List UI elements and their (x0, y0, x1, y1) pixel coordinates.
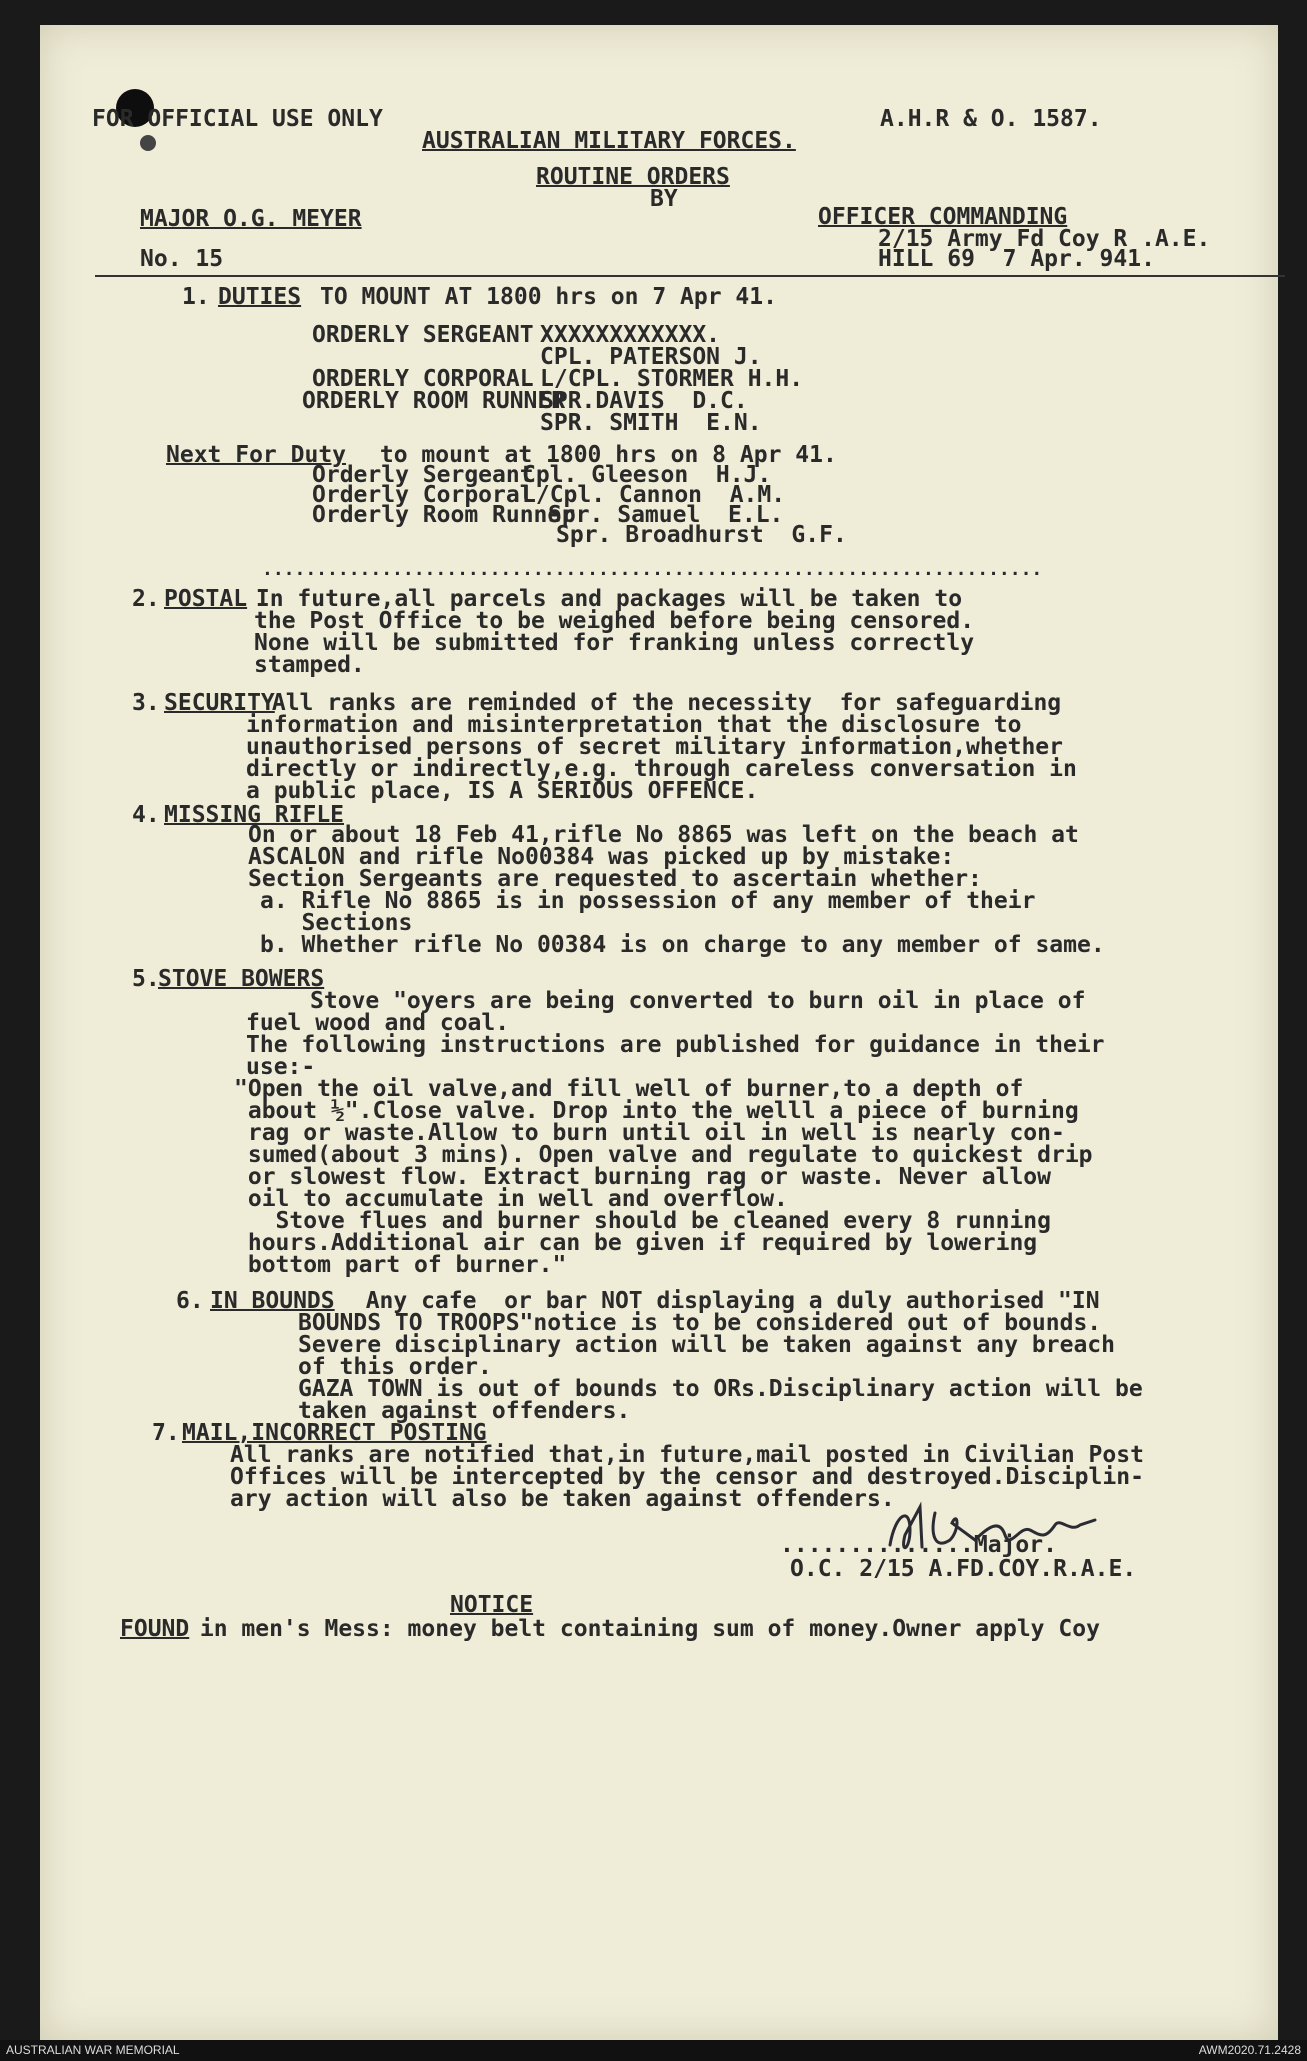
security-line: a public place, IS A SERIOUS OFFENCE. (246, 778, 759, 804)
mail-line: All ranks are notified that,in future,mail posted in Civilian Post (230, 1442, 1144, 1468)
force-heading: AUSTRALIAN MILITARY FORCES. (422, 128, 796, 154)
stove-line: about ½".Close valve. Drop into the welll a piece of burning (234, 1098, 1079, 1124)
duties-heading: DUTIES (218, 284, 302, 310)
rifle-heading: MISSING RIFLE (164, 802, 345, 828)
security-line: information and misinterpretation that the disclosure to (246, 712, 1022, 738)
duty-name: L/CPL. STORMER H.H. (540, 366, 804, 392)
next-duty-name: Spr. Broadhurst G.F. (556, 522, 847, 548)
duties-number: 1. (182, 284, 210, 310)
rifle-line: Section Sergeants are requested to ascertain whether: (248, 866, 982, 892)
place-date: HILL 69 7 Apr. 941. (878, 246, 1155, 272)
notice-heading: NOTICE (450, 1592, 534, 1618)
unit-name: 2/15 Army Fd Coy R .A.E. (878, 226, 1211, 252)
next-duty-name: Cpl. Gleeson H.J. (522, 462, 772, 488)
stove-line: Stove flues and burner should be cleaned every 8 running (234, 1208, 1051, 1234)
postal-line: None will be submitted for franking unless correctly (254, 630, 975, 656)
order-number: No. 15 (140, 246, 224, 272)
mail-heading: MAIL,INCORRECT POSTING (182, 1420, 487, 1446)
security-line: All ranks are reminded of the necessity for safeguarding (258, 690, 1062, 716)
bounds-heading: IN BOUNDS (210, 1288, 335, 1314)
bounds-line: Any cafe or bar NOT displaying a duly authorised "IN (338, 1288, 1100, 1314)
postal-line: the Post Office to be weighed before being censored. (254, 608, 975, 634)
security-line: directly or indirectly,e.g. through careless conversation in (246, 756, 1077, 782)
mail-number: 7. (152, 1420, 180, 1446)
duty-role: ORDERLY ROOM RUNNER (302, 388, 566, 414)
issuer-role: OFFICER COMMANDING (818, 204, 1068, 230)
stove-line: oil to accumulate in well and overflow. (234, 1186, 788, 1212)
duties-intro: TO MOUNT AT 1800 hrs on 7 Apr 41. (320, 284, 777, 310)
mail-line: Offices will be intercepted by the censor and destroyed.Disciplin- (230, 1464, 1144, 1490)
stove-line: fuel wood and coal. (246, 1010, 510, 1036)
stove-line: "Open the oil valve,and fill well of burner,to a depth of (234, 1076, 1024, 1102)
signoff-line: ..............Major. (780, 1532, 1057, 1558)
section-separator: ........................................................................ (262, 559, 1043, 580)
footer-accession: AWM2020.71.2428 (1198, 2043, 1301, 2057)
notice-text: in men's Mess: money belt containing sum of money.Owner apply Coy (186, 1616, 1100, 1642)
stove-line: rag or waste.Allow to burn until oil in well is nearly con- (234, 1120, 1065, 1146)
mail-line: ary action will also be taken against offenders. (230, 1486, 895, 1512)
security-line: unauthorised persons of secret military information,whether (246, 734, 1063, 760)
rifle-line: b. Whether rifle No 00384 is on charge to any member of same. (260, 932, 1105, 958)
security-heading: SECURITY (164, 690, 275, 716)
found-label: FOUND (120, 1616, 190, 1642)
rifle-line: ASCALON and rifle No00384 was picked up by mistake: (248, 844, 955, 870)
next-duty-role: Orderly Room Runner (312, 502, 576, 528)
document-sheet (40, 25, 1278, 2040)
stove-line: hours.Additional air can be given if required by lowering (234, 1230, 1038, 1256)
postal-number: 2. (132, 586, 160, 612)
bounds-line: taken against offenders. (298, 1398, 631, 1424)
rifle-line: On or about 18 Feb 41,rifle No 8865 was left on the beach at (248, 822, 1079, 848)
orders-title: ROUTINE ORDERS (536, 164, 730, 190)
stove-number: 5. (132, 966, 160, 992)
bounds-line: BOUNDS TO TROOPS"notice is to be considered out of bounds. (298, 1310, 1102, 1336)
bounds-line: of this order. (298, 1354, 492, 1380)
next-duty-intro: to mount at 1800 hrs on 8 Apr 41. (366, 442, 837, 468)
footer-institution: AUSTRALIAN WAR MEMORIAL (6, 2043, 180, 2057)
duty-role: ORDERLY CORPORAL (312, 366, 534, 392)
signoff-title: O.C. 2/15 A.FD.COY.R.A.E. (790, 1556, 1137, 1582)
duty-name: SPR.DAVIS D.C. (540, 388, 748, 414)
next-duty-name: L/Cpl. Cannon A.M. (522, 482, 786, 508)
duty-role: ORDERLY SERGEANT (312, 322, 534, 348)
next-duty-role: Orderly Corporal (312, 482, 534, 508)
header-rule (95, 275, 1285, 277)
issuer-name: MAJOR O.G. MEYER (140, 206, 362, 232)
next-duty-name: Spr. Samuel E.L. (548, 502, 784, 528)
punch-mark (140, 135, 156, 151)
archive-footer (0, 2040, 1307, 2061)
bounds-line: GAZA TOWN is out of bounds to ORs.Disciplinary action will be (298, 1376, 1143, 1402)
postal-heading: POSTAL (164, 586, 248, 612)
stove-line: bottom part of burner." (234, 1252, 567, 1278)
next-duty-label: Next For Duty (166, 442, 347, 468)
stove-line: or slowest flow. Extract burning rag or waste. Never allow (234, 1164, 1051, 1190)
duty-name: XXXXXXXXXXXX. (540, 322, 721, 348)
rifle-number: 4. (132, 802, 160, 828)
classification: FOR OFFICIAL USE ONLY (92, 106, 383, 132)
stove-line: The following instructions are published for guidance in their (246, 1032, 1105, 1058)
security-number: 3. (132, 690, 160, 716)
stove-line: use:- (246, 1054, 316, 1080)
duty-name: SPR. SMITH E.N. (540, 410, 762, 436)
bounds-line: Severe disciplinary action will be taken against any breach (298, 1332, 1115, 1358)
orders-by: BY (650, 186, 678, 212)
next-duty-role: Orderly Sergeant (312, 462, 534, 488)
postal-line: stamped. (254, 652, 365, 678)
postal-line: In future,all parcels and packages will be taken to (242, 586, 963, 612)
rifle-line: a. Rifle No 8865 is in possession of any member of their (260, 888, 1036, 914)
stove-line: Stove "oyers are being converted to burn oil in place of (310, 988, 1086, 1014)
rifle-line: Sections (260, 910, 413, 936)
stove-line: sumed(about 3 mins). Open valve and regulate to quickest drip (234, 1142, 1093, 1168)
duty-name: CPL. PATERSON J. (540, 344, 762, 370)
stove-heading: STOVE BOWERS (158, 966, 325, 992)
bounds-number: 6. (176, 1288, 204, 1314)
reference-number: A.H.R & O. 1587. (880, 106, 1102, 132)
